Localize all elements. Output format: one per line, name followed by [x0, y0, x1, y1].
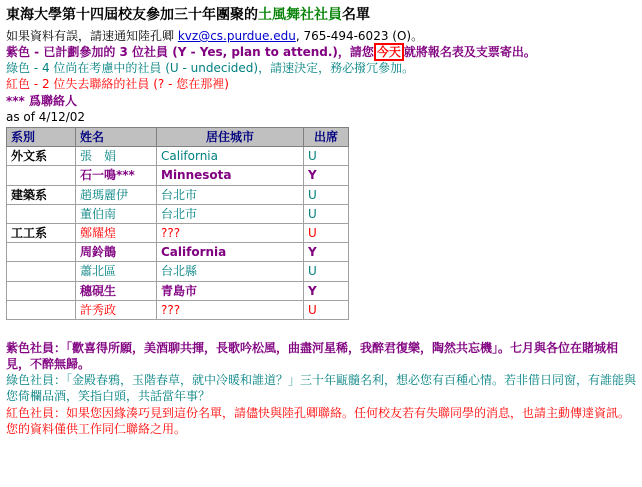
- cell-name: 石一鳴***: [76, 166, 157, 185]
- table-row: [7, 262, 349, 281]
- as-of-date: as of 4/12/02: [6, 109, 86, 124]
- roster-table: [6, 127, 349, 320]
- cell-name: 周鈴鵲: [76, 243, 157, 262]
- note-red: 紅色社員：如果您因緣湊巧見到這份名單，請儘快與陸孔卿聯絡。任何校友若有失聯同學的消息，也請主動傳達資訊。您的資料僅供工作同仁聯絡之用。: [6, 405, 631, 436]
- header-name: 姓名: [76, 128, 157, 147]
- legend-red: 紅色 - 2 位失去聯絡的社員 (? - 您在那裡): [6, 77, 229, 92]
- legend-purple-end: 就將報名表及支票寄出。: [403, 45, 536, 60]
- contact-line: [6, 28, 636, 44]
- table-row: [7, 204, 349, 223]
- table-row: [7, 243, 349, 262]
- cell-name: 許秀政: [76, 300, 157, 319]
- cell-dept: 外文系: [7, 147, 76, 166]
- header-city: 居住城市: [157, 128, 304, 147]
- legend-today-highlight: 今天: [374, 43, 404, 61]
- note-purple: 紫色社員：「歡喜得所願，美酒聊共揮，長歌吟松風，曲盡河星稀，我醉君復樂，陶然共忘機」。七月與各位在賭城相見，不醉無歸。: [6, 340, 619, 372]
- cell-city: ???: [157, 300, 304, 319]
- notes-section: [6, 340, 636, 437]
- cell-dept: [7, 281, 76, 300]
- legend-purple: [6, 44, 636, 60]
- title-end: 名單: [342, 7, 370, 23]
- cell-dept: [7, 243, 76, 262]
- roster-body: [7, 147, 349, 320]
- table-row: [7, 185, 349, 204]
- cell-name: 趙瑪麗伊: [76, 185, 157, 204]
- cell-city: 台北縣: [157, 262, 304, 281]
- table-row: [7, 166, 349, 185]
- cell-city: 青島市: [157, 281, 304, 300]
- cell-dept: [7, 166, 76, 185]
- contact-suffix: , 765-494-6023 (O)。: [295, 28, 424, 43]
- cell-rsvp: U: [304, 223, 349, 242]
- cell-dept: [7, 204, 76, 223]
- cell-rsvp: U: [304, 147, 349, 166]
- cell-name: 董伯南: [76, 204, 157, 223]
- cell-city: ???: [157, 223, 304, 242]
- cell-name: 蕭北區: [76, 262, 157, 281]
- table-header-row: [7, 128, 349, 147]
- cell-name: 鄭耀煌: [76, 223, 157, 242]
- page-title: [6, 6, 636, 25]
- cell-dept: [7, 262, 76, 281]
- table-row: [7, 300, 349, 319]
- cell-dept: 工工系: [7, 223, 76, 242]
- contact-prefix: 如果資料有誤，請速通知陸孔卿: [6, 28, 175, 43]
- cell-rsvp: Y: [304, 166, 349, 185]
- header-dept: 系別: [7, 128, 76, 147]
- legend-teal: 綠色 - 4 位尚在考慮中的社員 (U - undecided)，請速決定，務必撥冗參加。: [6, 61, 415, 76]
- title-main: 東海大學第十四屆校友參加三十年團聚的: [6, 7, 258, 23]
- cell-rsvp: U: [304, 262, 349, 281]
- cell-name: 張 娟: [76, 147, 157, 166]
- cell-rsvp: Y: [304, 243, 349, 262]
- cell-rsvp: U: [304, 185, 349, 204]
- header-rsvp: 出席: [304, 128, 349, 147]
- legend-purple-text: 紫色 - 已計劃參加的 3 位社員 (Y - Yes, plan to attend.)，請您: [6, 45, 374, 60]
- note-teal: 綠色社員：「金殿春鴉，玉階春草，就中冷暖和誰道？」三十年甌髓名利，想必您有百種心情。若非借日同窗，有誰能與您倚欄品酒，笑指白頭，共話當年事？: [6, 373, 637, 404]
- cell-dept: [7, 300, 76, 319]
- cell-city: Minnesota: [157, 166, 304, 185]
- title-club-name: 土風舞社社員: [258, 7, 342, 23]
- cell-city: 台北市: [157, 185, 304, 204]
- contact-email-link[interactable]: kvz@cs.purdue.edu: [177, 28, 296, 43]
- cell-city: 台北市: [157, 204, 304, 223]
- cell-rsvp: U: [304, 204, 349, 223]
- cell-rsvp: Y: [304, 281, 349, 300]
- table-row: [7, 223, 349, 242]
- cell-dept: 建築系: [7, 185, 76, 204]
- legend-contact-marker: *** 爲聯絡人: [6, 93, 78, 108]
- cell-city: California: [157, 243, 304, 262]
- cell-city: California: [157, 147, 304, 166]
- cell-rsvp: U: [304, 300, 349, 319]
- table-row: [7, 147, 349, 166]
- table-row: [7, 281, 349, 300]
- cell-name: 穗硯生: [76, 281, 157, 300]
